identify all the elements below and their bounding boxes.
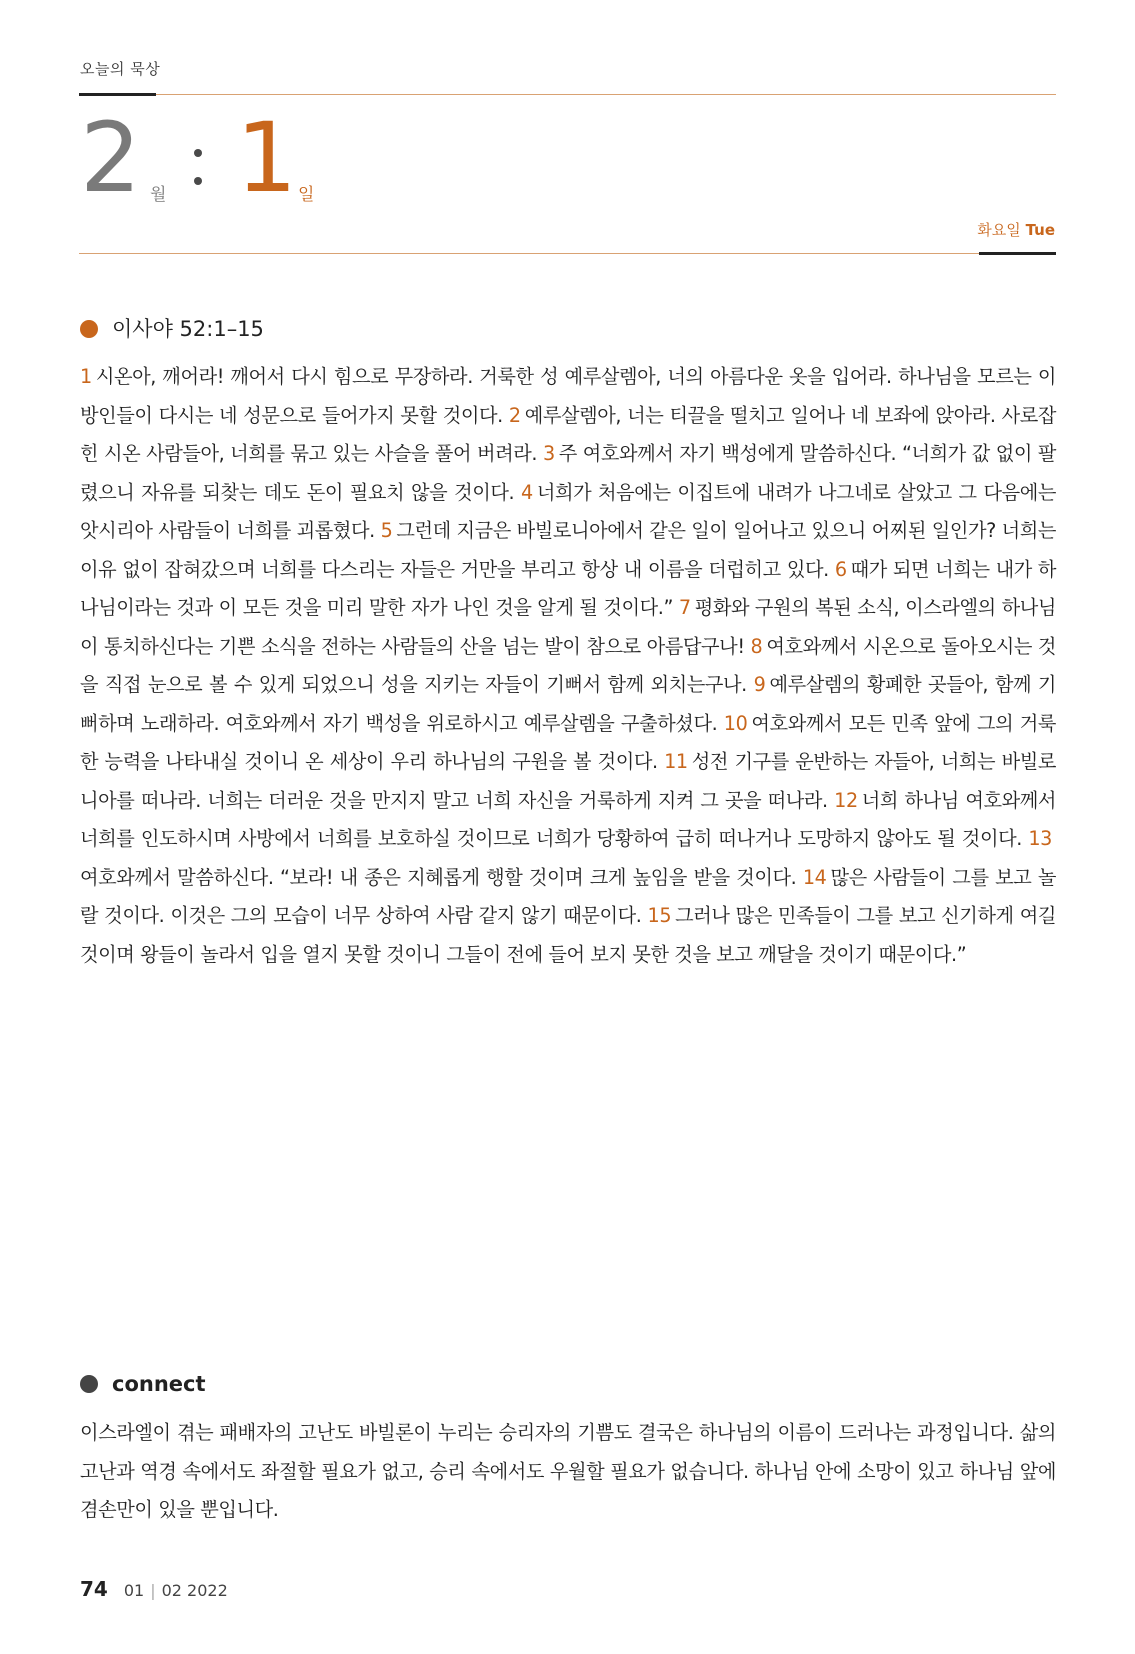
month-unit: 월	[150, 185, 167, 205]
verse-number: 4	[521, 480, 533, 504]
verse-number: 12	[834, 788, 858, 812]
verse-text: 때가 되면 너희는 내가 하나님이라는 것과 이 모든 것을 미리 말한 자가 나인 것을 알게 될 것이다.”	[80, 557, 1057, 619]
verse-number: 7	[678, 596, 691, 619]
verse-number: 10	[723, 711, 748, 735]
connect-title: connect	[112, 1372, 206, 1396]
connect-body: 이스라엘이 겪는 패배자의 고난도 바빌론이 누리는 승리자의 기쁨도 결국은 하나님의 이름이 드러나는 과정입니다. 삶의 고난과 역경 속에서도 좌절할 필요가 없고, 승리 속에서도 우월할 필요가 없습니다. 하나님 안에 소망이 있고 하나님 앞에 겸손만이 있을 뿐입니다.	[80, 1421, 1056, 1521]
verse-number: 1	[80, 365, 92, 388]
weekday-ko: 화요일	[977, 221, 1021, 239]
month-number: 2	[80, 102, 140, 214]
verse-text: 여호와께서 모든 민족 앞에 그의 거룩한 능력을 나타내실 것이니 온 세상이 우리 하나님의 구원을 볼 것이다.	[80, 711, 1056, 773]
verse-number: 5	[380, 519, 393, 542]
issue-date: 02 2022	[161, 1581, 228, 1600]
verse-number: 8	[750, 634, 763, 658]
weekday	[977, 219, 1055, 240]
header-rule-accent	[79, 93, 156, 96]
verse-text: 예루살렘아, 너는 티끌을 떨치고 일어나 네 보좌에 앉아라. 사로잡힌 시온 사람들아, 너희를 묶고 있는 사슬을 풀어 버려라.	[80, 403, 1056, 465]
scripture-reference: 이사야 52:1–15	[112, 317, 264, 341]
verse-text: 여호와께서 말씀하신다. “보라! 내 종은 지혜롭게 행할 것이며 크게 높임을 받을 것이다.	[80, 865, 797, 889]
header-rule	[79, 94, 1056, 95]
weekday-rule	[79, 253, 1056, 254]
scripture-heading	[80, 313, 264, 343]
verse-number: 3	[542, 442, 555, 465]
issue-month: 01	[123, 1581, 145, 1600]
date-display	[80, 102, 1057, 218]
verse-text: 주 여호와께서 자기 백성에게 말씀하신다. “너희가 값 없이 팔렸으니 자유를 되찾는 데도 돈이 필요치 않을 것이다.	[80, 442, 1057, 504]
verse-text: 너희가 처음에는 이집트에 내려가 나그네로 살았고 그 다음에는 앗시리아 사람들이 너희를 괴롭혔다.	[80, 480, 1056, 542]
verse-number: 9	[753, 673, 766, 696]
date-colon	[193, 143, 203, 193]
verse-text: 여호와께서 시온으로 돌아오시는 것을 직접 눈으로 볼 수 있게 되었으니 성을 지키는 자들이 기뻐서 함께 외치는구나.	[80, 634, 1056, 696]
weekday-rule-accent	[979, 252, 1056, 255]
verse-text: 그러나 많은 민족들이 그를 보고 신기하게 여길 것이며 왕들이 놀라서 입을 열지 못할 것이니 그들이 전에 들어 보지 못한 것을 보고 깨달을 것이기 때문이다.”	[80, 904, 1056, 966]
verse-number: 11	[664, 750, 688, 773]
day-unit: 일	[298, 185, 315, 205]
verse-text: 그런데 지금은 바빌로니아에서 같은 일이 일어나고 있으니 어찌된 일인가? 너희는 이유 없이 잡혀갔으며 너희를 다스리는 자들은 거만을 부리고 항상 내 이름을 더럽히고 있다.	[80, 519, 1057, 581]
verse-text: 예루살렘의 황폐한 곳들아, 함께 기뻐하며 노래하라. 여호와께서 자기 백성을 위로하시고 예루살렘을 구출하셨다.	[80, 673, 1056, 735]
verse-text: 시온아, 깨어라! 깨어서 다시 힘으로 무장하라. 거룩한 성 예루살렘아, 너의 아름다운 옷을 입어라. 하나님을 모르는 이방인들이 다시는 네 성문으로 들어가지 못할 것이다.	[80, 365, 1056, 427]
footer-separator: |	[150, 1581, 156, 1600]
page-footer	[80, 1577, 228, 1601]
verse-text: 성전 기구를 운반하는 자들아, 너희는 바빌로니아를 떠나라. 너희는 더러운 것을 만지지 말고 너희 자신을 거룩하게 지켜 그 곳을 떠나라.	[80, 750, 1056, 812]
weekday-en: Tue	[1025, 221, 1055, 239]
day-number: 1	[236, 102, 298, 214]
verse-text: 많은 사람들이 그를 보고 놀랄 것이다. 이것은 그의 모습이 너무 상하여 사람 같지 않기 때문이다.	[80, 865, 1056, 927]
bullet-dot-icon	[80, 1375, 98, 1393]
verse-number: 2	[508, 403, 521, 427]
page-number: 74	[80, 1577, 108, 1601]
verse-number: 14	[802, 865, 827, 889]
scripture-passage	[80, 358, 1056, 974]
bullet-dot-icon	[80, 320, 98, 338]
verse-number: 13	[1028, 827, 1052, 850]
verse-number: 6	[834, 557, 847, 581]
verse-text: 너희 하나님 여호와께서 너희를 인도하시며 사방에서 너희를 보호하실 것이므로 너희가 당황하여 급히 떠나거나 도망하지 않아도 될 것이다.	[80, 788, 1056, 850]
verse-number: 15	[647, 904, 672, 927]
verse-text: 평화와 구원의 복된 소식, 이스라엘의 하나님이 통치하신다는 기쁜 소식을 전하는 사람들의 산을 넘는 발이 참으로 아름답구나!	[80, 596, 1056, 658]
connect-heading	[80, 1372, 206, 1396]
section-label: 오늘의 묵상	[80, 60, 161, 78]
